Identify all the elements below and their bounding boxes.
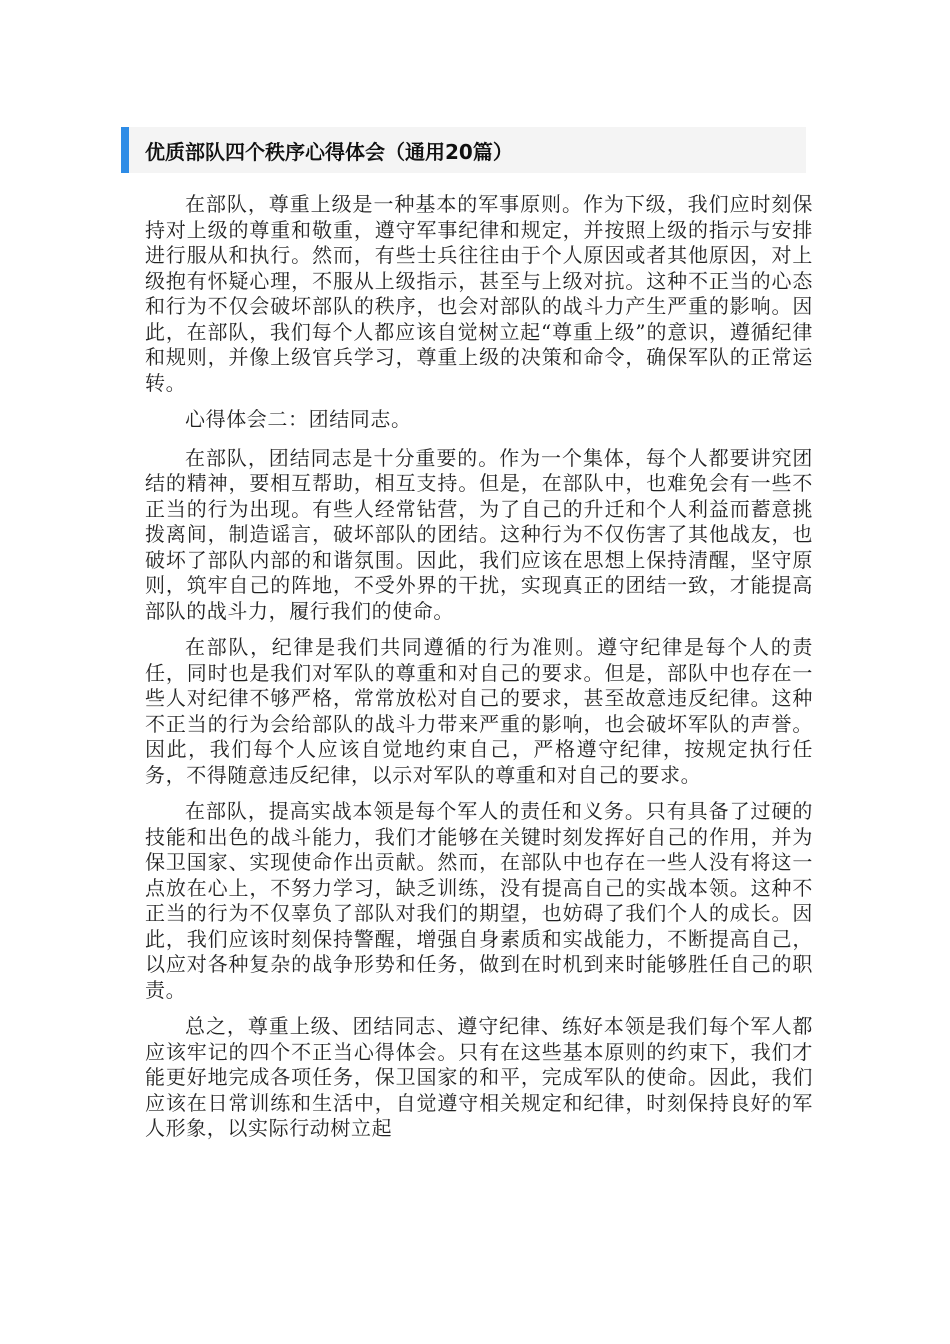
paragraph-respect-superiors: 在部队，尊重上级是一种基本的军事原则。作为下级，我们应时刻保持对上级的尊重和敬重，遵守军事纪律和规定，并按照上级的指示与安排进行服从和执行。然而，有些士兵往往由于个人原因或者其他原因，对上级抱有怀疑心理，不服从上级指示，甚至与上级对抗。这种不正当的心态和行为不仅会破坏部队的秩序，也会对部队的战斗力产生严重的影响。因此，在部队，我们每个人都应该自觉树立起“尊重上级”的意识，遵循纪律和规则，并像上级官兵学习，尊重上级的决策和命令，确保军队的正常运转。 — [145, 192, 813, 395]
document-title: 优质部队四个秩序心得体会（通用20篇） — [145, 139, 513, 164]
paragraph-combat-skills: 在部队，提高实战本领是每个军人的责任和义务。只有具备了过硬的技能和出色的战斗能力，我们才能够在关键时刻发挥好自己的作用，并为保卫国家、实现使命作出贡献。然而，在部队中也存在一些人没有将这一点放在心上，不努力学习，缺乏训练，没有提高自己的实战本领。这种不正当的行为不仅辜负了部队对我们的期望，也妨碍了我们个人的成长。因此，我们应该时刻保持警醒，增强自身素质和实战能力，不断提高自己，以应对各种复杂的战争形势和任务，做到在时机到来时能够胜任自己的职责。 — [145, 799, 813, 1002]
paragraph-conclusion: 总之，尊重上级、团结同志、遵守纪律、练好本领是我们每个军人都应该牢记的四个不正当心得体会。只有在这些基本原则的约束下，我们才能更好地完成各项任务，保卫国家的和平，完成军队的使命。因此，我们应该在日常训练和生活中，自觉遵守相关规定和纪律，时刻保持良好的军人形象，以实际行动树立起 — [145, 1014, 813, 1140]
document-title-bar — [121, 127, 806, 173]
paragraph-discipline: 在部队，纪律是我们共同遵循的行为准则。遵守纪律是每个人的责任，同时也是我们对军队的尊重和对自己的要求。但是，部队中也存在一些人对纪律不够严格，常常放松对自己的要求，甚至故意违反纪律。这种不正当的行为会给部队的战斗力带来严重的影响，也会破坏军队的声誉。因此，我们每个人应该自觉地约束自己，严格遵守纪律，按规定执行任务，不得随意违反纪律，以示对军队的尊重和对自己的要求。 — [145, 635, 813, 787]
paragraph-unity: 在部队，团结同志是十分重要的。作为一个集体，每个人都要讲究团结的精神，要相互帮助，相互支持。但是，在部队中，也难免会有一些不正当的行为出现。有些人经常钻营，为了自己的升迁和个人利益而蓄意挑拨离间，制造谣言，破坏部队的团结。这种行为不仅伤害了其他战友，也破坏了部队内部的和谐氛围。因此，我们应该在思想上保持清醒，坚守原则，筑牢自己的阵地，不受外界的干扰，实现真正的团结一致，才能提高部队的战斗力，履行我们的使命。 — [145, 445, 813, 623]
article-body — [145, 192, 813, 1153]
section-heading-unity: 心得体会二：团结同志。 — [185, 407, 412, 431]
